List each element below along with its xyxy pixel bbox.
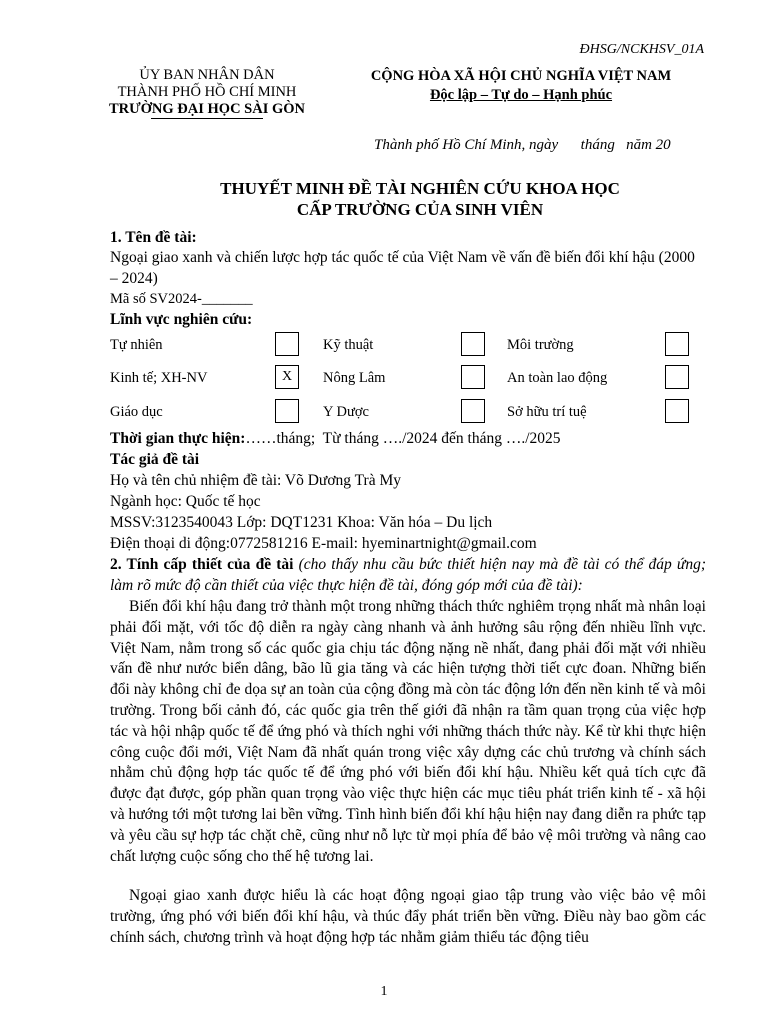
field-checkbox-environment[interactable] xyxy=(665,332,689,356)
section-1-heading: 1. Tên đề tài: xyxy=(110,229,197,246)
section-2-heading-block xyxy=(110,554,706,596)
document-title xyxy=(100,178,740,220)
field-checkbox-engineering[interactable] xyxy=(461,332,485,356)
section-2-note: (cho thấy nhu cầu bức thiết hiện nay mà đề tài có thể đáp ứng; làm rõ mức độ cần thiết của việc thực hiện đề tài, đóng góp mới của đề tài): xyxy=(110,556,707,594)
national-header xyxy=(336,67,706,105)
duration-value: ……tháng; Từ tháng …./2024 đến tháng …./2025 xyxy=(245,430,561,447)
field-label-environment: Môi trường xyxy=(507,337,574,353)
field-checkbox-intellectual-property[interactable] xyxy=(665,399,689,423)
national-title: CỘNG HÒA XÃ HỘI CHỦ NGHĨA VIỆT NAM xyxy=(370,68,672,84)
place-date-line: Thành phố Hồ Chí Minh, ngày tháng năm 20 xyxy=(374,137,671,153)
issuer-underline xyxy=(151,118,263,119)
author-student-info: MSSV:3123540043 Lớp: DQT1231 Khoa: Văn hóa – Du lịch xyxy=(110,514,493,531)
field-checkbox-economics[interactable]: X xyxy=(275,365,299,389)
author-contact: Điện thoại di động:0772581216 E-mail: hyeminartnight@gmail.com xyxy=(110,535,537,552)
field-label-agriculture: Nông Lâm xyxy=(323,370,386,386)
field-checkbox-natural-science[interactable] xyxy=(275,332,299,356)
field-label-intellectual-property: Sở hữu trí tuệ xyxy=(507,404,587,420)
issuer-line-3: TRƯỜNG ĐẠI HỌC SÀI GÒN xyxy=(108,101,306,117)
issuer-line-1: ỦY BAN NHÂN DÂN xyxy=(139,67,275,83)
title-line-1: THUYẾT MINH ĐỀ TÀI NGHIÊN CỨU KHOA HỌC xyxy=(220,179,620,198)
issuer-line-2: THÀNH PHỐ HỒ CHÍ MINH xyxy=(117,84,297,100)
issuer-header xyxy=(92,67,322,119)
page-number: 1 xyxy=(380,984,388,999)
duration-label: Thời gian thực hiện: xyxy=(110,430,246,447)
field-label-economics: Kinh tế; XH-NV xyxy=(110,370,208,386)
research-field-heading: Lĩnh vực nghiên cứu: xyxy=(110,311,253,328)
author-name: Họ và tên chủ nhiệm đề tài: Võ Dương Trà My xyxy=(110,472,401,489)
topic-code: Mã số SV2024-_______ xyxy=(110,291,253,307)
national-motto: Độc lập – Tự do – Hạnh phúc xyxy=(429,87,613,103)
author-major: Ngành học: Quốc tế học xyxy=(110,493,261,510)
section-2-heading: 2. Tính cấp thiết của đề tài xyxy=(110,556,294,573)
paragraph-1: Biến đổi khí hậu đang trở thành một trong những thách thức nghiêm trọng nhất mà nhân loại phải đối mặt, với tốc độ diễn ra ngày càng nhanh và ảnh hưởng sâu rộng đến nhiều lĩnh vực. Việt Nam, nằm trong số các quốc gia chịu tác động nặng nề nhất, đang phải đối mặt với nhiều vấn đề như nước biển dâng, bão lũ gia tăng và các hiện tượng thời tiết cực đoan. Những biến đổi này không chỉ đe dọa sự an toàn của cộng đồng mà còn tác động lớn đến nền kinh tế và môi trường. Trong bối cảnh đó, các quốc gia trên thế giới đã nhận ra tầm quan trọng của việc hợp tác và hội nhập quốc tế để ứng phó và thích nghi với những thách thức này. Kể từ khi thực hiện công cuộc đổi mới, Việt Nam đã nhất quán trong việc xây dựng các chủ trương và chính sách nhằm chủ động hợp tác quốc tế để ứng phó với biến đổi khí hậu. Nhiều kết quả tích cực đã được đạt được, góp phần quan trọng vào việc thực hiện các mục tiêu phát triển kinh tế - xã hội và hướng tới một tương lai bền vững. Tình hình biến đổi khí hậu hiện nay đang diễn ra phức tạp và yêu cầu sự hợp tác chặt chẽ, cũng như nỗ lực từ mọi phía để bảo vệ môi trường và nâng cao chất lượng cuộc sống cho thế hệ tương lai. xyxy=(110,598,706,865)
field-label-engineering: Kỹ thuật xyxy=(323,337,374,353)
title-line-2: CẤP TRƯỜNG CỦA SINH VIÊN xyxy=(296,200,544,219)
duration-line xyxy=(110,428,561,449)
field-checkbox-labor-safety[interactable] xyxy=(665,365,689,389)
paragraph-2: Ngoại giao xanh được hiểu là các hoạt động ngoại giao tập trung vào việc bảo vệ môi trường, ứng phó với biến đổi khí hậu, và thúc đẩy phát triển bền vững. Điều này bao gồm các chính sách, chương trình và hoạt động hợp tác nhằm giảm thiểu tác động tiêu xyxy=(110,887,706,946)
field-checkbox-medicine[interactable] xyxy=(461,399,485,423)
field-label-labor-safety: An toàn lao động xyxy=(507,370,608,386)
topic-name: Ngoại giao xanh và chiến lược hợp tác quốc tế của Việt Nam về vấn đề biến đổi khí hậu (2000 – 2024) xyxy=(110,249,695,287)
field-checkbox-education[interactable] xyxy=(275,399,299,423)
field-label-education: Giáo dục xyxy=(110,404,163,420)
document-code: ĐHSG/NCKHSV_01A xyxy=(579,42,704,57)
field-checkbox-agriculture[interactable] xyxy=(461,365,485,389)
field-label-natural-science: Tự nhiên xyxy=(110,337,163,353)
author-heading: Tác giả đề tài xyxy=(110,451,200,468)
field-label-medicine: Y Dược xyxy=(323,404,369,420)
